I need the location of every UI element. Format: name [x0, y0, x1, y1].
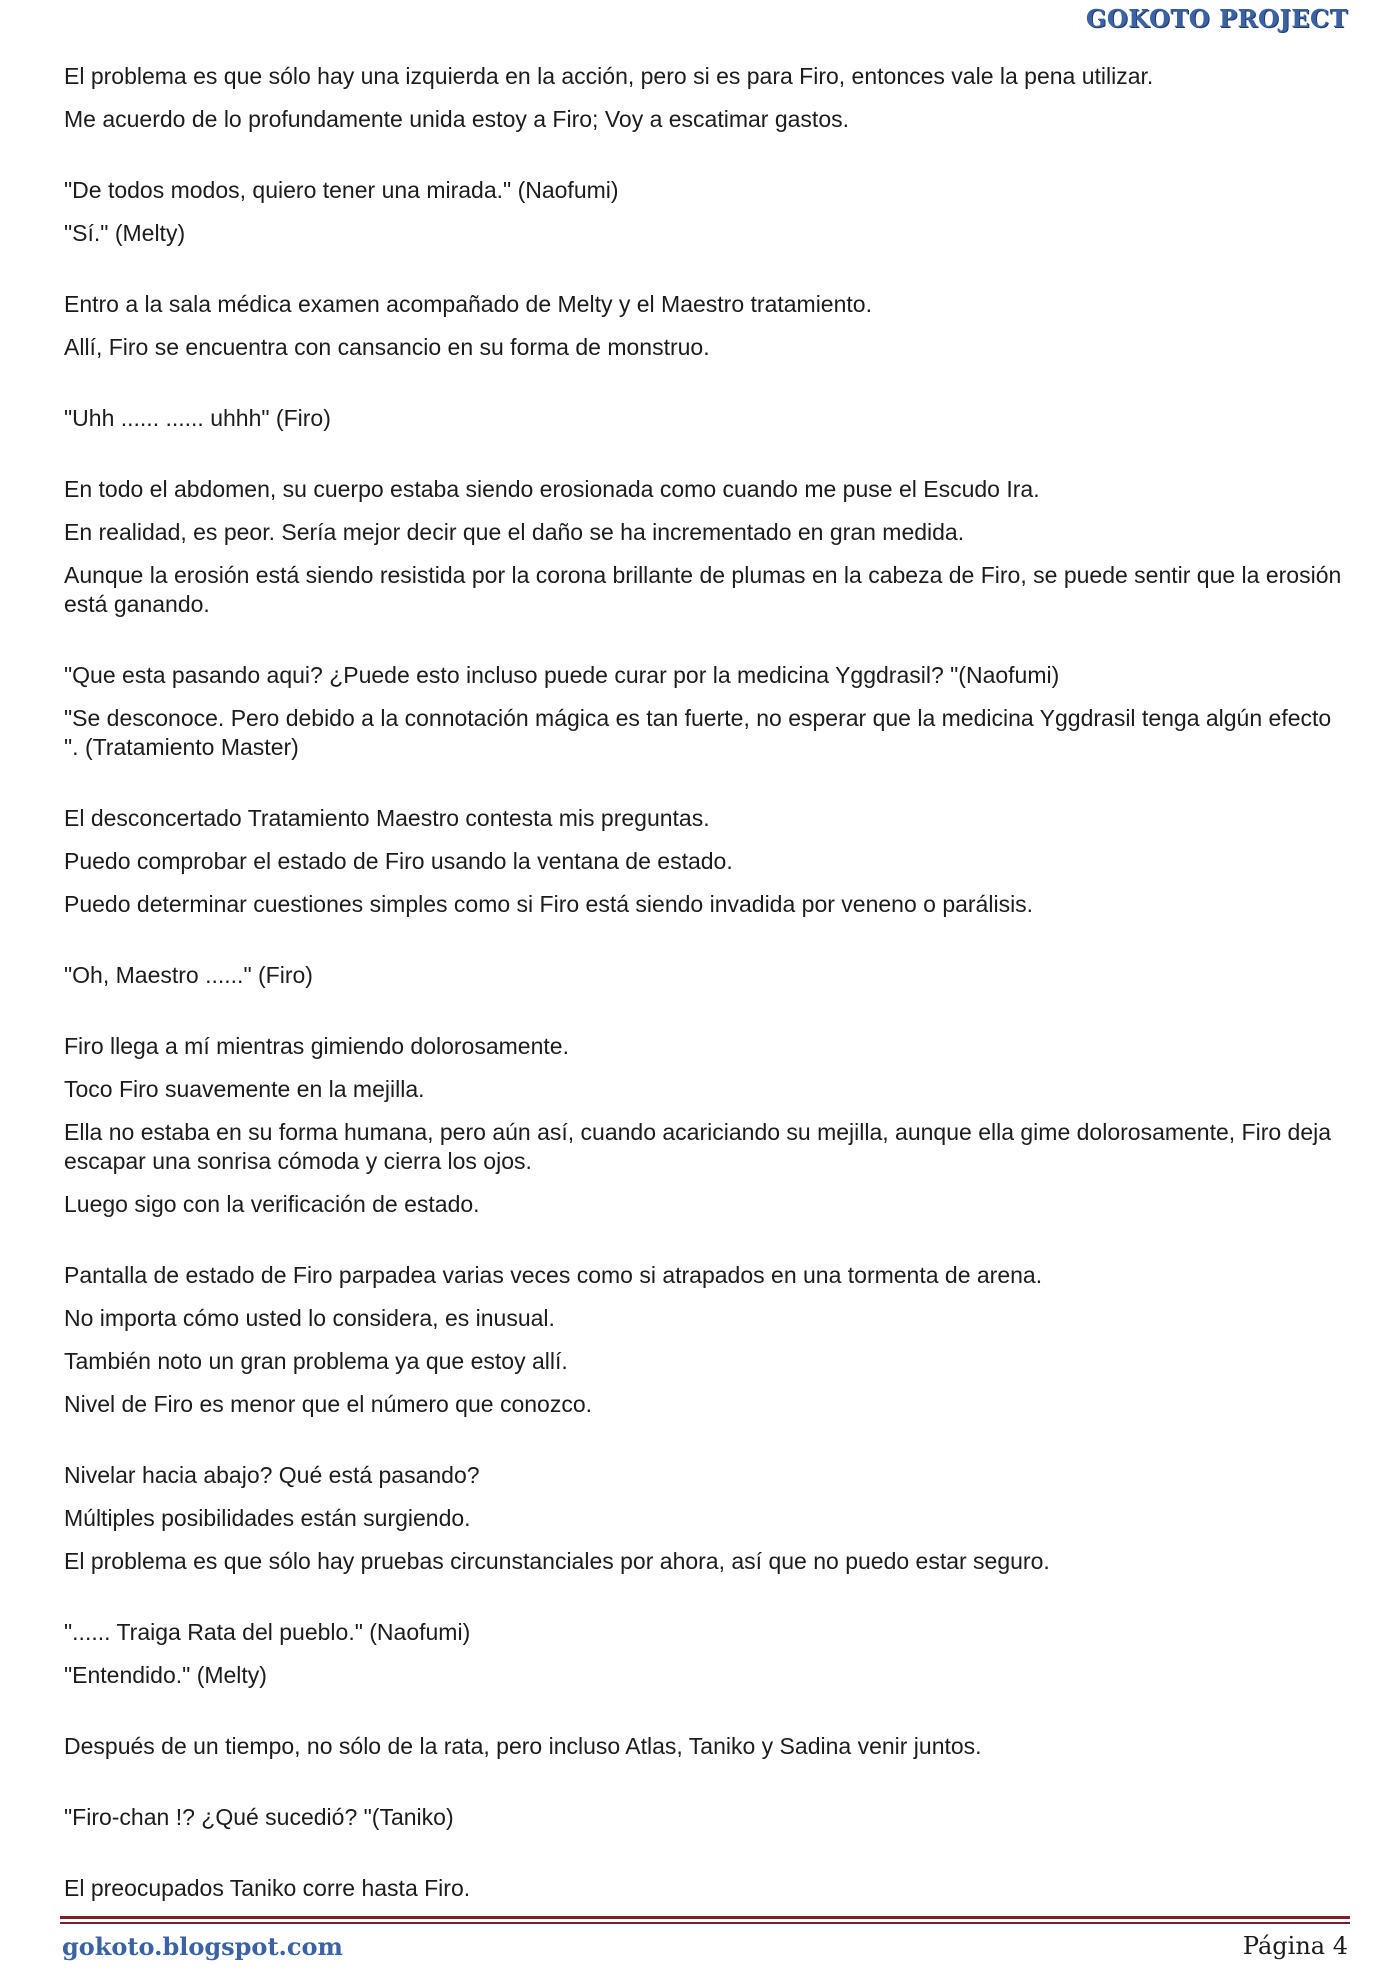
- paragraph: "...... Traiga Rata del pueblo." (Naofumi): [64, 1619, 471, 1645]
- paragraph: También noto un gran problema ya que estoy allí.: [64, 1348, 568, 1374]
- paragraph: "Uhh ...... ...... uhhh" (Firo): [64, 405, 331, 431]
- paragraph: El desconcertado Tratamiento Maestro contesta mis preguntas.: [64, 805, 710, 831]
- paragraph: "Que esta pasando aqui? ¿Puede esto incluso puede curar por la medicina Yggdrasil? "(Naofumi): [64, 662, 1060, 688]
- paragraph: No importa cómo usted lo considera, es inusual.: [64, 1305, 555, 1331]
- paragraph: Después de un tiempo, no sólo de la rata, pero incluso Atlas, Taniko y Sadina venir juntos.: [64, 1733, 982, 1759]
- paragraph: Luego sigo con la verificación de estado.: [64, 1191, 480, 1217]
- paragraph: El preocupados Taniko corre hasta Firo.: [64, 1875, 471, 1901]
- footer-divider-thin: [60, 1922, 1350, 1924]
- page-number: Página 4: [1242, 1932, 1348, 1960]
- paragraph: "De todos modos, quiero tener una mirada." (Naofumi): [64, 177, 619, 203]
- paragraph: Puedo comprobar el estado de Firo usando la ventana de estado.: [64, 848, 733, 874]
- paragraph: El problema es que sólo hay pruebas circunstanciales por ahora, así que no puedo estar seguro.: [64, 1548, 1050, 1574]
- paragraph: Firo llega a mí mientras gimiendo dolorosamente.: [64, 1033, 569, 1059]
- paragraph: En todo el abdomen, su cuerpo estaba siendo erosionada como cuando me puse el Escudo Ira.: [64, 476, 1040, 502]
- paragraph: El problema es que sólo hay una izquierda en la acción, pero si es para Firo, entonces vale la pena utilizar.: [64, 63, 1154, 89]
- document-body: [64, 62, 1344, 1903]
- paragraph: Me acuerdo de lo profundamente unida estoy a Firo; Voy a escatimar gastos.: [64, 106, 849, 132]
- paragraph: Entro a la sala médica examen acompañado de Melty y el Maestro tratamiento.: [64, 291, 872, 317]
- footer-site-link[interactable]: gokoto.blogspot.com: [62, 1932, 343, 1961]
- paragraph: Aunque la erosión está siendo resistida por la corona brillante de plumas en la cabeza de Firo, se puede sentir que la erosión está ganando.: [64, 562, 1342, 617]
- footer-divider: [60, 1916, 1350, 1919]
- paragraph: Ella no estaba en su forma humana, pero aún así, cuando acariciando su mejilla, aunque ella gime dolorosamente, Firo deja escapar una sonrisa cómoda y cierra los ojos.: [64, 1119, 1332, 1174]
- paragraph: Allí, Firo se encuentra con cansancio en su forma de monstruo.: [64, 334, 710, 360]
- paragraph: "Oh, Maestro ......" (Firo): [64, 962, 313, 988]
- paragraph: Toco Firo suavemente en la mejilla.: [64, 1076, 425, 1102]
- paragraph: Pantalla de estado de Firo parpadea varias veces como si atrapados en una tormenta de arena.: [64, 1262, 1043, 1288]
- paragraph: Nivelar hacia abajo? Qué está pasando?: [64, 1462, 480, 1488]
- paragraph: Múltiples posibilidades están surgiendo.: [64, 1505, 471, 1531]
- paragraph: "Entendido." (Melty): [64, 1662, 267, 1688]
- paragraph: Puedo determinar cuestiones simples como si Firo está siendo invadida por veneno o parálisis.: [64, 891, 1034, 917]
- paragraph: Nivel de Firo es menor que el número que conozco.: [64, 1391, 593, 1417]
- paragraph: "Se desconoce. Pero debido a la connotación mágica es tan fuerte, no esperar que la medicina Yggdrasil tenga algún efecto ". (Tratamiento Master): [64, 705, 1332, 760]
- paragraph: "Firo-chan !? ¿Qué sucedió? "(Taniko): [64, 1804, 454, 1830]
- header-brand: GOKOTO PROJECT: [1085, 4, 1348, 33]
- paragraph: "Sí." (Melty): [64, 220, 186, 246]
- paragraph: En realidad, es peor. Sería mejor decir que el daño se ha incrementado en gran medida.: [64, 519, 965, 545]
